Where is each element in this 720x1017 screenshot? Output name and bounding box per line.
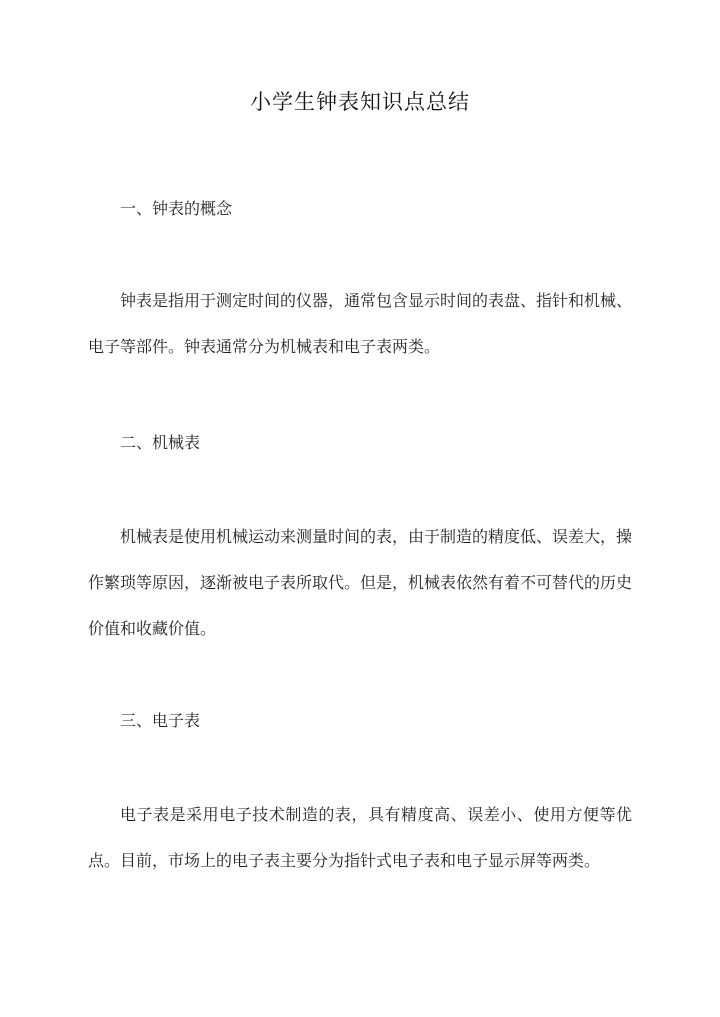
section-paragraph-mechanical: 机械表是使用机械运动来测量时间的表，由于制造的精度低、误差大，操作繁琐等原因，逐渐被电子表所取代。但是，机械表依然有着不可替代的历史价值和收藏价值。 (88, 527, 633, 638)
section-paragraph-electronic: 电子表是采用电子技术制造的表，具有精度高、误差小、使用方便等优点。目前，市场上的电子表主要分为指针式电子表和电子显示屏等两类。 (88, 805, 632, 870)
page-title: 小学生钟表知识点总结 (250, 90, 470, 114)
section-paragraph-concept: 钟表是指用于测定时间的仪器，通常包含显示时间的表盘、指针和机械、电子等部件。钟表通常分为机械表和电子表两类。 (88, 291, 633, 356)
section-heading-electronic: 三、电子表 (120, 711, 201, 730)
section-heading-concept: 一、钟表的概念 (120, 199, 233, 218)
section-heading-mechanical: 二、机械表 (120, 433, 201, 452)
